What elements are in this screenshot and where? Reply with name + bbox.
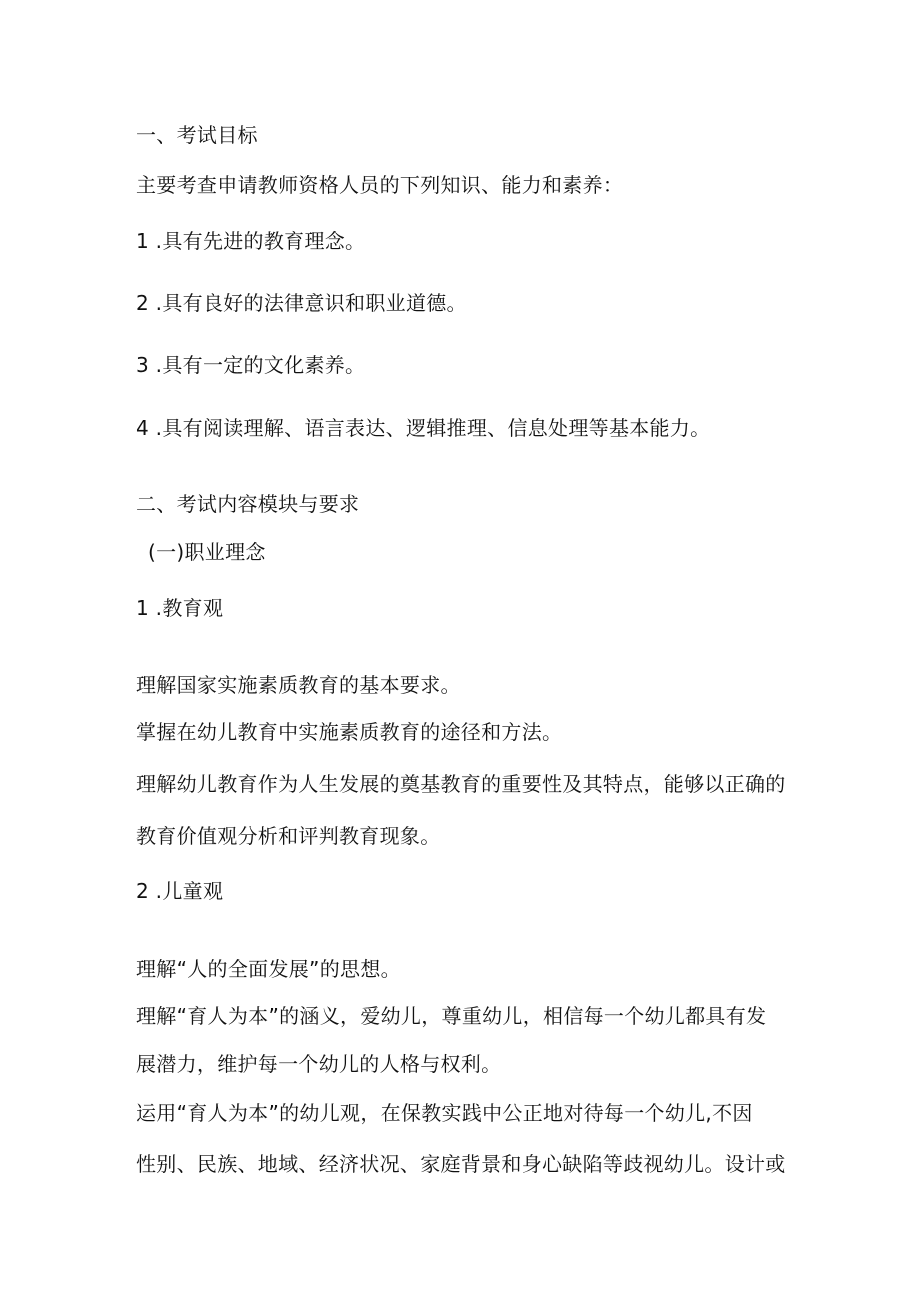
sub-heading-professional-concept: (一)职业理念	[148, 540, 266, 564]
paragraph-line: 理解“育人为本”的涵义，爱幼儿，尊重幼儿，相信每一个幼儿都具有发	[136, 1004, 767, 1028]
section-heading-exam-goals: 一、考试目标	[136, 123, 258, 147]
paragraph-line: 理解国家实施素质教育的基本要求。	[136, 673, 461, 697]
paragraph-line: 教育价值观分析和评判教育现象。	[136, 824, 441, 848]
paragraph-line: 性别、民族、地域、经济状况、家庭背景和身心缺陷等歧视幼儿。设计或	[136, 1152, 786, 1176]
section-intro: 主要考查申请教师资格人员的下列知识、能力和素养：	[136, 173, 624, 197]
topic-title-education-view: 1 .教育观	[136, 596, 224, 620]
paragraph-line: 掌握在幼儿教育中实施素质教育的途径和方法。	[136, 720, 563, 744]
paragraph-line: 展潜力，维护每一个幼儿的人格与权利。	[136, 1052, 502, 1076]
goal-item: 2 .具有良好的法律意识和职业道德。	[136, 291, 467, 315]
section-heading-modules: 二、考试内容模块与要求	[136, 492, 360, 516]
paragraph-line: 理解幼儿教育作为人生发展的奠基教育的重要性及其特点，能够以正确的	[136, 772, 786, 796]
topic-title-child-view: 2 .儿童观	[136, 879, 224, 903]
goal-item: 1 .具有先进的教育理念。	[136, 229, 366, 253]
goal-item: 4 .具有阅读理解、语言表达、逻辑推理、信息处理等基本能力。	[136, 416, 711, 440]
paragraph-line: 运用“育人为本”的幼儿观，在保教实践中公正地对待每一个幼儿,不因	[136, 1101, 753, 1125]
paragraph-line: 理解“人的全面发展”的思想。	[136, 957, 401, 981]
goal-item: 3 .具有一定的文化素养。	[136, 353, 366, 377]
